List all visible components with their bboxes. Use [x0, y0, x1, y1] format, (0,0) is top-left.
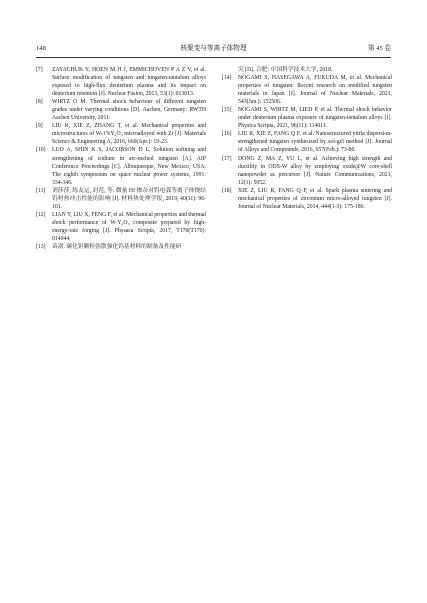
reference-text: LUO A, SHIN K S, JACOBSON D L. Solution softning and strengthening of iridium in arc-melted tungsten [A]. AIP Conference Proceedings [C]. Albuquerque, New Mexico, USA: The eighth symposium on space nuclear power systems, 1991: 334-346. — [52, 147, 206, 186]
reference-item — [36, 211, 206, 243]
reference-text: NOGAMI S, WIRTZ M, LIED P, et al. Thermal shock behavior under deuterium plasma exposure of tungsten-tantalum alloys [J]. Physica Scripta, 2021, 96(11): 114011. — [238, 107, 392, 130]
reference-item — [222, 187, 392, 211]
reference-text: 究 [D]. 合肥: 中国科学技术大学, 2018. — [238, 67, 333, 73]
reference-text: NOGAMI S, HASEGAWA A, FUKUDA M, et al. Mechanical properties of tungsten: Recent research on modified tungsten materials in Japan [J]. Journal of Nuclear Materials, 2021, 543(Jan.): 152506. — [238, 75, 392, 106]
volume-label: 第 45 卷 — [367, 45, 391, 52]
reference-item — [36, 187, 206, 211]
reference-text: WIRTZ O M. Thermal shock behaviour of different tungsten grades under varying conditions [D]. Aachen, Germany: RWTH Aachen University, 2011. — [52, 99, 206, 122]
reference-number: [18] — [222, 187, 232, 194]
reference-item — [36, 146, 206, 186]
reference-text: LIAN Y, LIU X, FENG F, et al. Mechanical properties and thermal shock performance of W-Y₂O₃ composite prepared by high-energy-rate forging [J]. Physaca Scripta, 2017, T170(T170): 014044. — [52, 211, 206, 242]
page-header — [36, 42, 391, 56]
reference-number: [13] — [36, 244, 46, 251]
reference-text: LIU R, XIE Z, ZHANG T, et al. Mechanical properties and microstructures of W-1%Y₂O₃ microalloyed with Zr [J]. Materials Science & Engineering A, 2016, 660(Apr.): 19-23. — [52, 123, 206, 146]
reference-text: DONG Z, MA Z, YU L, et al. Achieving high strength and ductility in ODS-W alloy by employing oxide@W core-shell nanopowder as precursor [J]. Nature Communications, 2021, 12(1): 5052. — [238, 155, 392, 186]
header-rule — [36, 57, 391, 58]
reference-item — [36, 98, 206, 122]
reference-item — [36, 66, 206, 98]
reference-number: [12] — [36, 211, 46, 218]
reference-number: [11] — [36, 187, 46, 194]
reference-number: [9] — [36, 123, 43, 130]
reference-number: [10] — [36, 147, 46, 154]
reference-item — [36, 122, 206, 146]
reference-item — [222, 155, 392, 187]
reference-continuation — [222, 66, 392, 74]
reference-number: [15] — [222, 107, 232, 114]
reference-number: [7] — [36, 67, 43, 73]
reference-text: 苗澍. 碳化钽颗粒弥散强化钨基材料的制备及性能研 — [52, 244, 182, 251]
reference-text: ZAYACHUK Y, HOEN M H J, EMMICHOVEN P A Z V, et al. Surface modification of tungsten and tungsten-tantalum alloys exposed to high-flux deuterium plasma and its impact on deuterium retention [J]. Nuclear Fusion, 2013, 53(1): 013013. — [52, 67, 206, 98]
journal-title: 核聚变与等离子体物理 — [180, 45, 247, 52]
references-right-column — [222, 66, 392, 211]
reference-text: 刘莎莎, 练友运, 封范, 等. 微量 Hf 掺杂对钨电弧等离子体烧结钨材热冲击性能的影响 [J]. 材料热处理学报, 2019, 40(11): 96-101. — [52, 187, 206, 210]
reference-number: [14] — [222, 75, 232, 82]
reference-text: LIU R, XIE Z, FANG Q F, et al. Nanostructured yttria dispersion-strengthened tungsten synthesized by sol-gel method [J]. Journal of Alloys and Compounds, 2016, 657(Feb.): 73-80. — [238, 131, 392, 154]
reference-item — [36, 243, 206, 251]
reference-number: [16] — [222, 131, 232, 138]
page-number: 148 — [36, 45, 46, 52]
reference-item — [222, 130, 392, 154]
reference-text: XIE Z, LIU R, FANG Q F, et al. Spark plasma sintering and mechanical properties of zirconium micro-alloyed tungsten [J]. Journal of Nuclear Materials, 2014, 444(1-3): 175-180. — [238, 187, 392, 210]
reference-number: [8] — [36, 99, 43, 106]
references-left-column — [36, 66, 206, 251]
reference-item — [222, 106, 392, 130]
reference-number: [17] — [222, 155, 232, 162]
reference-item — [222, 74, 392, 106]
